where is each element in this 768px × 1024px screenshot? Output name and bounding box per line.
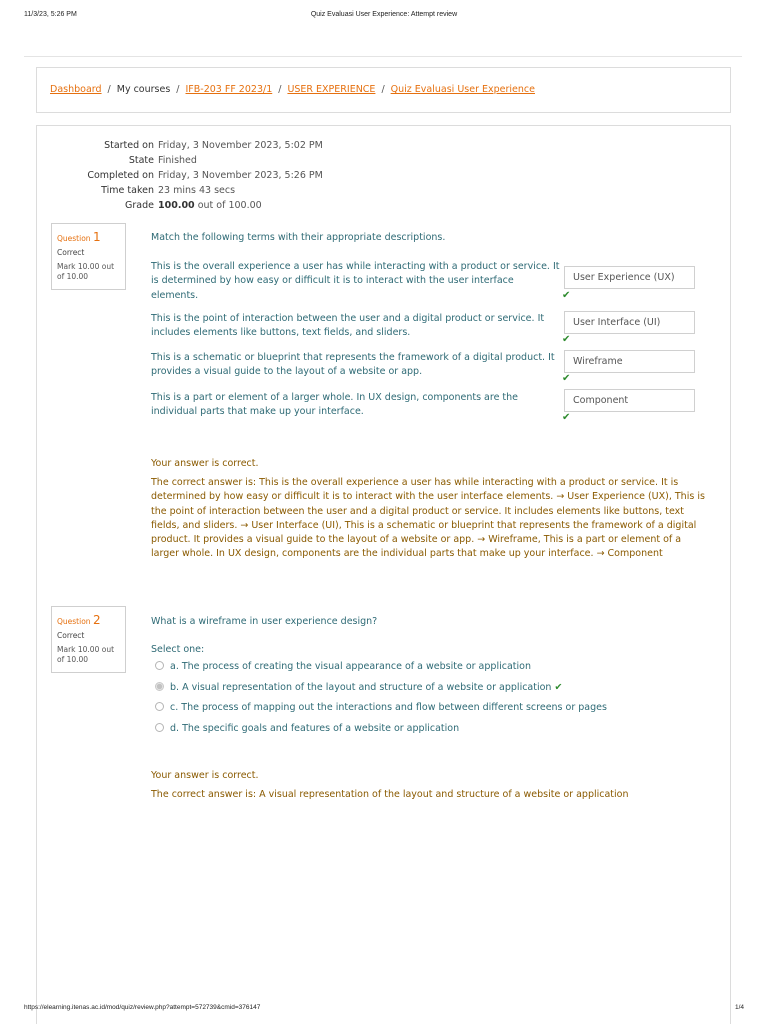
option-label: b. A visual representation of the layout and structure of a website or application: [170, 682, 552, 693]
radio-button[interactable]: [155, 702, 164, 711]
match-description: This is the overall experience a user has while interacting with a product or service. It is determined by how easy or difficult it is to interact with the user interface elements.: [151, 261, 560, 301]
question-text: What is a wireframe in user experience design?: [151, 616, 378, 627]
breadcrumb-section-link[interactable]: USER EXPERIENCE: [287, 84, 376, 95]
breadcrumb: [36, 67, 731, 113]
time-taken-label: Time taken: [101, 185, 154, 196]
print-datetime: 11/3/23, 5:26 PM: [24, 11, 77, 18]
breadcrumb-dashboard-link[interactable]: Dashboard: [50, 84, 102, 95]
correct-answer-text: The correct answer is: This is the overall experience a user has while interacting with a product or service. It is determined by how easy or difficult it is to interact with the user interface elements. → User Experience (UX), This is the point of interaction between the user and a digital product or service. It includes elements like buttons, text fields, and sliders. → User Interface (UI), This is a schematic or blueprint that represents the framework of a digital product. It provides a visual guide to the layout of a website or app. → Wireframe, This is a part or element of a larger whole. In UX design, components are the individual parts that make up your interface. → Component: [151, 477, 705, 560]
question-state: Correct: [57, 631, 85, 641]
correct-check-icon: ✔: [562, 373, 571, 384]
option-label: a. The process of creating the visual appearance of a website or application: [170, 661, 531, 672]
question-number-value: 1: [92, 230, 101, 244]
correct-check-icon: ✔: [562, 290, 571, 301]
match-description: This is a schematic or blueprint that represents the framework of a digital product. It provides a visual guide to the layout of a website or app.: [151, 352, 555, 378]
match-description: This is the point of interaction between the user and a digital product or service. It includes elements like buttons, text fields, and sliders.: [151, 313, 545, 339]
breadcrumb-separator: /: [381, 84, 385, 95]
question-number: [57, 229, 120, 245]
question-mark: Mark 10.00 out of 10.00: [57, 645, 115, 665]
question-number: [57, 612, 120, 628]
answer-feedback: Your answer is correct.: [151, 770, 259, 781]
question-number-value: 2: [92, 613, 101, 627]
question-mark: Mark 10.00 out of 10.00: [57, 262, 115, 282]
grade-out-of: out of 100.00: [197, 200, 262, 211]
state-value: Finished: [158, 155, 197, 166]
question-label: Question: [57, 234, 91, 243]
summary-row-started: [37, 140, 437, 155]
radio-button-selected[interactable]: [155, 682, 164, 691]
answer-option-c[interactable]: [155, 702, 607, 713]
question-text: Match the following terms with their appropriate descriptions.: [151, 232, 446, 243]
answer-feedback: Your answer is correct.: [151, 458, 259, 469]
breadcrumb-separator: /: [107, 84, 111, 95]
state-label: State: [128, 155, 154, 166]
breadcrumb-separator: /: [278, 84, 282, 95]
question-info-box: [51, 606, 126, 673]
quiz-review-content: [36, 125, 731, 1024]
option-label: d. The specific goals and features of a website or application: [170, 723, 460, 734]
started-label: Started on: [104, 140, 154, 151]
print-footer: [0, 1004, 768, 1014]
question-label: Question: [57, 617, 91, 626]
question-state: Correct: [57, 248, 85, 258]
match-description: This is a part or element of a larger whole. In UX design, components are the individual parts that make up your interface.: [151, 392, 519, 418]
print-header: [0, 11, 768, 23]
match-answer-select[interactable]: User Experience (UX): [564, 266, 695, 289]
attempt-summary: [37, 140, 437, 215]
print-url: https://elearning.itenas.ac.id/mod/quiz/review.php?attempt=572739&cmid=376147: [24, 1004, 261, 1011]
page-number: 1/4: [734, 1004, 744, 1011]
answer-option-b[interactable]: [155, 682, 562, 693]
summary-row-completed: [37, 170, 437, 185]
summary-row-state: [37, 155, 437, 170]
radio-button[interactable]: [155, 723, 164, 732]
breadcrumb-my-courses: My courses: [116, 84, 171, 95]
radio-button[interactable]: [155, 661, 164, 670]
grade-score: 100.00: [158, 200, 195, 211]
summary-row-grade: [37, 200, 437, 215]
match-answer-select[interactable]: User Interface (UI): [564, 311, 695, 334]
header-divider: [24, 56, 742, 57]
print-title: Quiz Evaluasi User Experience: Attempt review: [310, 11, 458, 18]
summary-row-time: [37, 185, 437, 200]
grade-label: Grade: [125, 200, 154, 211]
correct-check-icon: ✔: [554, 682, 563, 693]
select-one-prompt: Select one:: [151, 644, 205, 655]
completed-label: Completed on: [87, 170, 154, 181]
completed-value: Friday, 3 November 2023, 5:26 PM: [158, 170, 323, 181]
match-answer-select[interactable]: Component: [564, 389, 695, 412]
answer-option-a[interactable]: [155, 661, 531, 672]
correct-check-icon: ✔: [562, 412, 571, 423]
breadcrumb-quiz-link[interactable]: Quiz Evaluasi User Experience: [390, 84, 535, 95]
breadcrumb-course-link[interactable]: IFB-203 FF 2023/1: [185, 84, 273, 95]
grade-value: [158, 200, 262, 211]
option-label: c. The process of mapping out the interactions and flow between different screens or pages: [170, 702, 607, 713]
breadcrumb-separator: /: [176, 84, 180, 95]
question-info-box: [51, 223, 126, 290]
time-taken-value: 23 mins 43 secs: [158, 185, 236, 196]
answer-option-d[interactable]: [155, 723, 459, 734]
started-value: Friday, 3 November 2023, 5:02 PM: [158, 140, 323, 151]
correct-answer-text: The correct answer is: A visual representation of the layout and structure of a website or application: [151, 789, 629, 800]
match-answer-select[interactable]: Wireframe: [564, 350, 695, 373]
correct-check-icon: ✔: [562, 334, 571, 345]
